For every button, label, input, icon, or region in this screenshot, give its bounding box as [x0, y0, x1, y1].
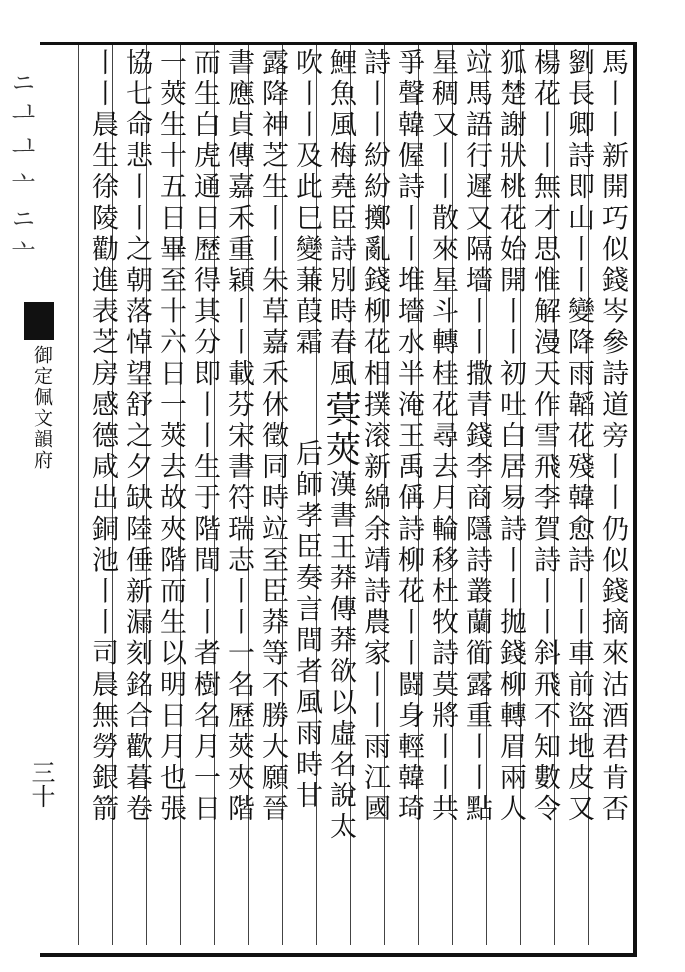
- text-column-10: [290, 48, 322, 812]
- entry-heading: 蓂莢: [320, 390, 361, 471]
- text-column-4: 狐楚謝狀桃花始開丨丨初吐白居易詩丨丨拋錢柳轉眉兩人: [495, 48, 526, 826]
- gutter-fragment-text: ニᆜᆜ亠ニ亠: [7, 70, 35, 274]
- column-9-tail: 漢書王莽傳莽欲以虛名說太: [325, 470, 356, 844]
- text-column-16: 丨丨晨生徐陵勸進表芝房感德咸出銅池丨丨司晨無勞銀箭: [87, 48, 118, 826]
- text-column-1: 馬丨丨新開巧似錢岑參詩道旁丨丨仍似錢摘來沽酒君肯否: [597, 48, 628, 826]
- column-rule: [78, 45, 79, 945]
- text-column-2: 劉長卿詩即山丨丨變降雨韜花殘韓愈詩丨丨車前盜地皮又: [563, 48, 594, 826]
- text-column-8: 詩丨丨紛紛擲亂錢柳花相撲滚新綿余靖詩農家丨丨雨江國: [359, 48, 390, 826]
- fishtail-mark: [24, 302, 54, 340]
- text-column-3: 楊花丨丨無才思惟解漫天作雪飛李賀詩丨丨斜飛不知數令: [529, 48, 560, 826]
- column-9-head: 鯉魚風梅堯臣詩別時春風: [325, 48, 356, 391]
- text-column-11: 露降神芝生丨丨朱草嘉禾休徵同時竝至臣莽等不勝大願晉: [257, 48, 288, 826]
- text-column-5: 竝馬語行遲又隔墻丨丨撒青錢李商隱詩叢蘭衜露重丨丨點: [461, 48, 492, 826]
- text-column-13: 而生白虎通日歷得其分即丨丨生于階間丨丨者樹名月一日: [189, 48, 220, 826]
- page-number: 三十: [27, 760, 55, 808]
- gutter-book-title: 御定佩文韻府: [31, 345, 53, 471]
- text-column-15: 協七命悲丨丨之朝落悼望舒之夕缺陸倕新漏刻銘合歡暮卷: [121, 48, 152, 826]
- text-column-7: 爭聲韓偓詩丨丨堆墻水半淹王禹偁詩柳花丨丨闘身輕韓琦: [393, 48, 424, 826]
- text-column-9: [320, 48, 361, 844]
- text-column-6: 星稠又丨丨散來星斗轉桂花尋去月輪移杜牧詩莫將丨丨共: [427, 48, 458, 826]
- text-column-12: 書應貞傳嘉禾重穎丨丨載芬宋書符瑞志丨丨一名歷莢夾階: [223, 48, 254, 826]
- column-10-tail: 后師孝臣奏言間者風雨時甘: [291, 439, 322, 813]
- column-10-head: 吹丨丨及此巳變蒹葭霜: [291, 48, 322, 359]
- text-column-14: 一莢生十五日畢至十六日一莢去故夾階而生以明日月也張: [155, 48, 186, 826]
